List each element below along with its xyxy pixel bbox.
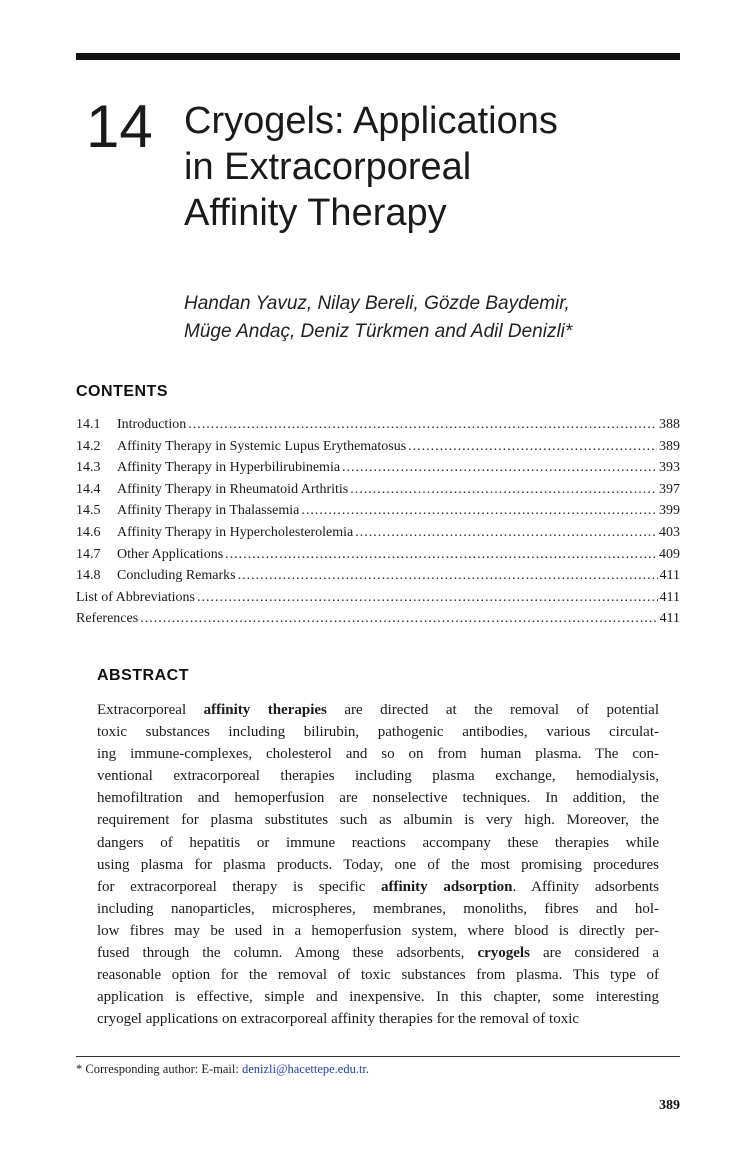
toc-dot-leader (140, 608, 657, 630)
abstract-text: Extracorporeal (97, 702, 204, 718)
toc-entry (76, 457, 680, 479)
toc-entry (76, 544, 680, 566)
toc-dot-leader (408, 436, 657, 458)
chapter-title (184, 98, 664, 236)
abstract-text: using plasma for plasma products. Today, one of the most promising procedures (97, 856, 659, 873)
abstract-line (97, 876, 659, 898)
footnote-suffix: . (365, 1062, 370, 1076)
toc-entry-title: Affinity Therapy in Thalassemia (117, 503, 300, 519)
abstract-text: are directed at the removal of potential (326, 702, 659, 718)
abstract-keyword: affinity adsorption (381, 878, 513, 895)
toc-dot-leader (355, 522, 657, 544)
abstract-text: dangers of hepatitis or immune reactions accompany these therapies while (97, 834, 659, 851)
chapter-title-line: in Extracorporeal (184, 146, 472, 188)
toc-entry-number: 14.7 (76, 546, 101, 562)
toc-entry-page: 403 (659, 524, 680, 540)
toc-dot-leader (301, 500, 657, 522)
toc-dot-leader (350, 479, 657, 501)
toc-entry-page: 411 (659, 568, 680, 584)
abstract-text: ing immune-complexes, cholesterol and so on from human plasma. The con- (97, 746, 659, 763)
authors-line: Handan Yavuz, Nilay Bereli, Gözde Baydemir, (184, 293, 570, 314)
chapter-title-line: Cryogels: Applications (184, 100, 558, 142)
toc-entry-title: Affinity Therapy in Hypercholesterolemia (117, 524, 354, 540)
abstract-line (97, 787, 659, 809)
abstract-text: . Affinity adsorbents (512, 878, 659, 895)
toc-entry-number: 14.3 (76, 460, 101, 476)
abstract-line (97, 920, 659, 942)
abstract-line (97, 986, 659, 1008)
toc-entry (76, 436, 680, 458)
authors (184, 290, 684, 346)
abstract-text: cryogel applications on extracorporeal affinity therapies for the removal of toxic (97, 1011, 580, 1028)
abstract-text: toxic substances including bilirubin, pathogenic antibodies, various circulat- (97, 724, 659, 741)
abstract-heading: ABSTRACT (97, 667, 189, 684)
toc-entry-page: 393 (659, 460, 680, 476)
abstract-keyword: affinity therapies (203, 702, 327, 718)
abstract-line (97, 1008, 659, 1030)
toc-entry-number: 14.8 (76, 568, 101, 584)
abstract-line (97, 721, 659, 743)
toc-dot-leader (188, 414, 657, 436)
toc-entry-page: 411 (659, 589, 680, 605)
toc-entry-page: 388 (659, 417, 680, 432)
abstract-body (97, 699, 659, 1030)
toc-dot-leader (342, 457, 657, 479)
toc-entry-title: Affinity Therapy in Systemic Lupus Erythematosus (117, 438, 407, 454)
toc-dot-leader (225, 544, 657, 566)
toc-entry (76, 587, 680, 609)
abstract-line (97, 898, 659, 920)
footnote (76, 1062, 369, 1077)
abstract-text: ventional extracorporeal therapies including plasma exchange, hemodialysis, (97, 768, 659, 785)
top-rule (76, 53, 680, 60)
toc-entry-title: Concluding Remarks (117, 568, 236, 584)
toc-entry-title: References (76, 611, 139, 627)
abstract-line (97, 765, 659, 787)
toc-entry (76, 565, 680, 587)
toc-entry-page: 397 (659, 481, 680, 497)
toc-entry (76, 522, 680, 544)
abstract-text: fused through the column. Among these adsorbents, (97, 945, 478, 962)
abstract-text: requirement for plasma substitutes such as albumin is very high. Moreover, the (97, 812, 659, 829)
toc-entry (76, 500, 680, 522)
toc-entry-number: 14.6 (76, 524, 101, 540)
chapter-title-line: Affinity Therapy (184, 192, 447, 234)
toc-entry (76, 608, 680, 630)
page-number: 389 (659, 1098, 680, 1113)
toc-dot-leader (197, 587, 658, 609)
abstract-text: for extracorporeal therapy is specific (97, 878, 382, 895)
toc-entry (76, 479, 680, 501)
toc-entry-number: 14.1 (76, 417, 101, 432)
abstract-text: low fibres may be used in a hemoperfusion system, where blood is directly per- (97, 922, 659, 939)
contents-heading: CONTENTS (76, 383, 168, 400)
toc-entry-number: 14.2 (76, 438, 101, 454)
toc-entry-page: 409 (659, 546, 680, 562)
toc-entry-number: 14.5 (76, 503, 101, 519)
toc-dot-leader (238, 565, 658, 587)
abstract-line (97, 964, 659, 986)
table-of-contents (76, 414, 680, 630)
toc-entry-number: 14.4 (76, 481, 101, 497)
footnote-rule (76, 1056, 680, 1057)
abstract-line (97, 854, 659, 876)
chapter-number: 14 (86, 93, 153, 160)
toc-entry-page: 389 (659, 438, 680, 454)
abstract-line (97, 832, 659, 854)
toc-entry-title: Affinity Therapy in Hyperbilirubinemia (117, 460, 341, 476)
abstract-keyword: cryogels (477, 945, 530, 962)
abstract-text: application is effective, simple and inexpensive. In this chapter, some interesting (97, 989, 659, 1006)
abstract-text: hemofiltration and hemoperfusion are nonselective techniques. In addition, the (97, 790, 659, 807)
abstract-line (97, 743, 659, 765)
toc-entry-title: List of Abbreviations (76, 589, 195, 605)
abstract-line (97, 942, 659, 964)
abstract-text: reasonable option for the removal of toxic substances from plasma. This type of (97, 967, 659, 984)
toc-entry-title: Other Applications (117, 546, 224, 562)
email-link[interactable]: denizli@hacettepe.edu.tr (241, 1062, 366, 1076)
toc-entry-page: 399 (659, 503, 680, 519)
abstract-text: including nanoparticles, microspheres, membranes, monoliths, fibres and hol- (97, 900, 659, 917)
abstract-line (97, 809, 659, 831)
toc-entry-title: Affinity Therapy in Rheumatoid Arthritis (117, 481, 349, 497)
toc-entry-title: Introduction (117, 417, 187, 432)
abstract-text: are considered a (529, 945, 659, 962)
toc-entry (76, 414, 680, 436)
abstract-line (97, 699, 659, 721)
authors-line: Müge Andaç, Deniz Türkmen and Adil Denizli* (184, 321, 573, 342)
toc-entry-page: 411 (659, 611, 680, 627)
footnote-prefix: * Corresponding author: E-mail: (76, 1062, 242, 1076)
